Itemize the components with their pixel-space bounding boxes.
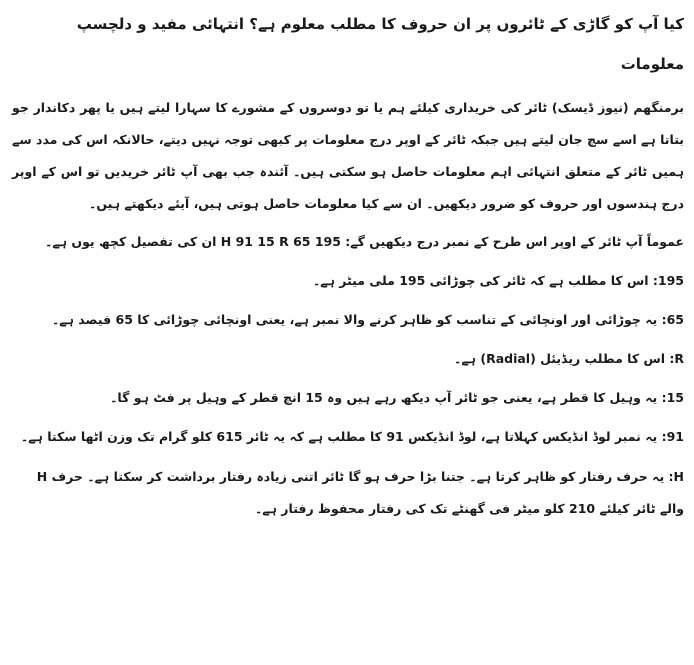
intro-paragraph: برمنگھم (نیوز ڈیسک) ٹائر کی خریداری کیلئے ہم یا تو دوسروں کے مشورے کا سہارا لیتے ہیں یا پھر دکاندار جو بتاتا ہے اسے سچ جان لیتے ہیں جبکہ ٹائر کے اوپر درج معلومات پر کبھی توجہ نہیں دیتے، حالانکہ اس کی مدد سے ہمیں ٹائر کے متعلق انتہائی اہم معلومات حاصل ہو سکتی ہیں۔ آئندہ جب بھی آپ ٹائر خریدیں تو اس کے اوپر درج ہندسوں اور حروف کو ضرور دیکھیں۔ ان سے کیا معلومات حاصل ہوتی ہیں، آیئے دیکھتے ہیں۔ [12, 100, 684, 211]
speed-rating-paragraph: H: یہ حرف رفتار کو ظاہر کرتا ہے۔ جتنا بڑا حرف ہو گا ٹائر اتنی زیادہ رفتار برداشت کر سکتا ہے۔ حرف H والے ٹائر کیلئے 210 کلو میٹر فی گھنٹے تک کی رفتار محفوظ رفتار ہے۔ [36, 469, 684, 516]
tyre-code-paragraph: عموماً آپ ٹائر کے اوپر اس طرح کے نمبر درج دیکھیں گے: 195 65 H 91 15 R ان کی تفصیل کچھ یوں ہے۔ [45, 234, 684, 249]
load-index-paragraph: 91: یہ نمبر لوڈ انڈیکس کہلاتا ہے، لوڈ انڈیکس 91 کا مطلب ہے کہ یہ ٹائر 615 کلو گرام تک وزن اٹھا سکتا ہے۔ [20, 429, 684, 444]
wheel-diameter-paragraph: 15: یہ وہیل کا قطر ہے، یعنی جو ٹائر آپ دیکھ رہے ہیں وہ 15 انچ قطر کے وہیل پر فٹ ہو گا۔ [110, 390, 684, 405]
width-paragraph: 195: اس کا مطلب ہے کہ ٹائر کی چوڑائی 195 ملی میٹر ہے۔ [312, 273, 684, 288]
aspect-ratio-paragraph: 65: یہ چوڑائی اور اونچائی کے تناسب کو ظاہر کرنے والا نمبر ہے، یعنی اونچائی چوڑائی کا 65 فیصد ہے۔ [51, 312, 684, 327]
article-title: کیا آپ کو گاڑی کے ٹائروں پر ان حروف کا مطلب معلوم ہے؟ انتہائی مفید و دلچسپ معلومات [76, 15, 684, 73]
radial-paragraph: R: اس کا مطلب ریڈیئل (Radial) ہے۔ [454, 351, 684, 366]
